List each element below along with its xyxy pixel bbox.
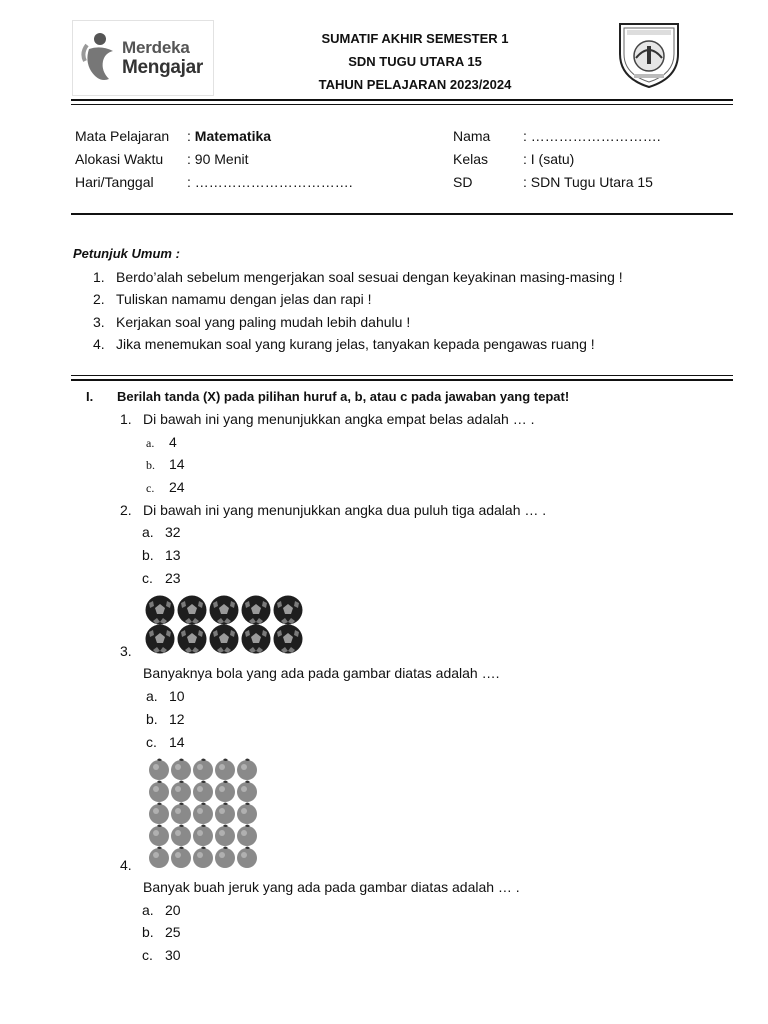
section-instruction: Berilah tanda (X) pada pilihan huruf a, b, atau c pada jawaban yang tepat!	[117, 389, 570, 404]
option-value: 24	[169, 479, 185, 495]
option-value: 23	[165, 570, 181, 586]
ball-icon	[210, 625, 239, 654]
ball-icon	[274, 596, 303, 625]
instruction-item: Tuliskan namamu dengan jelas dan rapi !	[116, 291, 372, 307]
info-value-name: : ……………………….	[523, 128, 661, 144]
option-value: 4	[169, 434, 177, 450]
instruction-item: Berdo’alah sebelum mengerjakan soal sesuai dengan keyakinan masing-masing !	[116, 269, 623, 285]
info-label-name: Nama	[453, 128, 491, 144]
ball-icon	[274, 625, 303, 654]
option-letter: b.	[146, 458, 155, 472]
header-rule-thick	[71, 99, 733, 101]
orange-icon	[193, 825, 213, 847]
soccer-balls-image	[143, 594, 309, 656]
instruction-item: Jika menemukan soal yang kurang jelas, tanyakan kepada pengawas ruang !	[116, 336, 595, 352]
orange-icon	[215, 759, 235, 781]
option-value: 25	[165, 924, 181, 940]
option-letter: a.	[142, 902, 154, 918]
section-rule-thin	[71, 375, 733, 376]
option-value: 20	[165, 902, 181, 918]
orange-icon	[237, 803, 257, 825]
orange-icon	[237, 781, 257, 803]
info-value-school: : SDN Tugu Utara 15	[523, 174, 653, 190]
option-letter: b.	[142, 547, 154, 563]
ball-icon	[146, 596, 175, 625]
orange-icon	[149, 825, 169, 847]
section-number: I.	[86, 389, 94, 404]
exam-title: SUMATIF AKHIR SEMESTER 1	[321, 31, 509, 46]
option-letter: a.	[146, 688, 158, 704]
orange-icon	[149, 847, 169, 869]
question-text: Di bawah ini yang menunjukkan angka empat belas adalah … .	[143, 411, 535, 427]
ball-icon	[178, 625, 207, 654]
school-emblem-icon	[614, 18, 684, 90]
option-value: 32	[165, 524, 181, 540]
info-value-date: : …………………………….	[187, 174, 353, 190]
option-letter: b.	[146, 711, 158, 727]
school-name: SDN TUGU UTARA 15	[348, 54, 482, 69]
orange-icon	[171, 847, 191, 869]
orange-icon	[171, 781, 191, 803]
option-value: 10	[169, 688, 185, 704]
option-value: 14	[169, 734, 185, 750]
instruction-number: 2.	[93, 291, 105, 307]
orange-icon	[215, 847, 235, 869]
info-label-school: SD	[453, 174, 473, 190]
orange-icon	[149, 781, 169, 803]
question-text: Banyaknya bola yang ada pada gambar diatas adalah ….	[143, 665, 500, 681]
orange-icon	[149, 803, 169, 825]
section-rule-thick	[71, 379, 733, 381]
orange-icon	[237, 759, 257, 781]
info-label-time: Alokasi Waktu	[75, 151, 164, 167]
option-letter: c.	[142, 947, 153, 963]
oranges-image	[147, 757, 259, 871]
orange-icon	[193, 781, 213, 803]
orange-icon	[215, 781, 235, 803]
orange-icon	[193, 803, 213, 825]
info-label-date: Hari/Tanggal	[75, 174, 154, 190]
orange-icon	[237, 847, 257, 869]
header-rule-thin	[71, 104, 733, 105]
option-letter: b.	[142, 924, 154, 940]
orange-icon	[171, 803, 191, 825]
orange-icon	[171, 759, 191, 781]
orange-icon	[193, 759, 213, 781]
question-number: 1.	[120, 411, 132, 427]
option-letter: c.	[146, 481, 155, 495]
info-rule	[71, 213, 733, 215]
ball-icon	[178, 596, 207, 625]
option-letter: a.	[146, 436, 155, 450]
instruction-number: 3.	[93, 314, 105, 330]
option-letter: a.	[142, 524, 154, 540]
ball-icon	[242, 625, 271, 654]
instruction-number: 4.	[93, 336, 105, 352]
ball-icon	[242, 596, 271, 625]
orange-icon	[149, 759, 169, 781]
instruction-item: Kerjakan soal yang paling mudah lebih dahulu !	[116, 314, 411, 330]
orange-icon	[215, 803, 235, 825]
logo-line2: Mengajar	[122, 57, 204, 78]
option-value: 13	[165, 547, 181, 563]
logo-figure-icon	[79, 31, 121, 87]
info-label-subject: Mata Pelajaran	[75, 128, 170, 144]
ball-icon	[146, 625, 175, 654]
question-number: 2.	[120, 502, 132, 518]
info-label-class: Kelas	[453, 151, 489, 167]
orange-icon	[193, 847, 213, 869]
instruction-number: 1.	[93, 269, 105, 285]
info-value-class: : I (satu)	[523, 151, 575, 167]
option-letter: c.	[146, 734, 157, 750]
option-value: 30	[165, 947, 181, 963]
option-value: 14	[169, 456, 185, 472]
academic-year: TAHUN PELAJARAN 2023/2024	[318, 77, 512, 92]
question-text: Di bawah ini yang menunjukkan angka dua puluh tiga adalah … .	[143, 502, 547, 518]
info-value-subject: : Matematika	[187, 128, 272, 144]
instructions-title: Petunjuk Umum :	[73, 246, 180, 261]
orange-icon	[237, 825, 257, 847]
orange-icon	[171, 825, 191, 847]
orange-icon	[215, 825, 235, 847]
option-letter: c.	[142, 570, 153, 586]
question-number: 3.	[120, 643, 132, 659]
question-text: Banyak buah jeruk yang ada pada gambar diatas adalah … .	[143, 879, 520, 895]
question-number: 4.	[120, 857, 132, 873]
info-value-time: : 90 Menit	[187, 151, 249, 167]
option-value: 12	[169, 711, 185, 727]
ball-icon	[210, 596, 239, 625]
logo-line1: Merdeka	[122, 38, 190, 57]
